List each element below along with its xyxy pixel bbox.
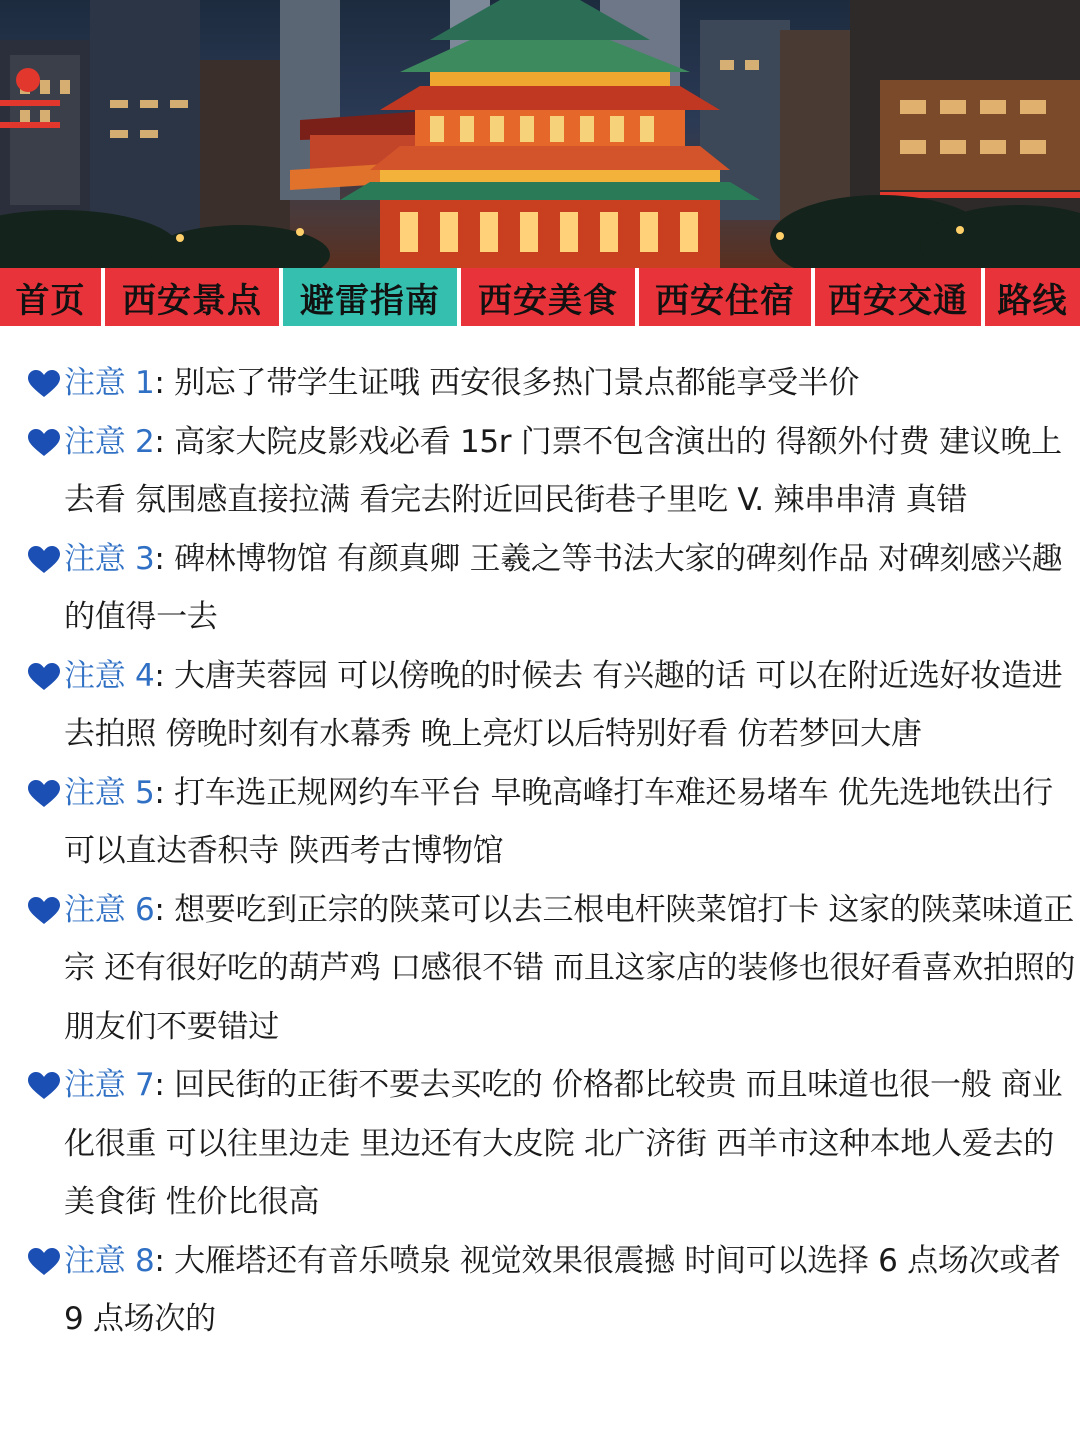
note-colon: : <box>154 774 175 811</box>
note-label: 注意 4 <box>64 657 155 694</box>
list-item <box>28 1056 1076 1232</box>
note-label: 注意 3 <box>64 540 155 577</box>
tab-label: 西安美食 <box>478 280 618 321</box>
note-colon: : <box>154 1067 175 1103</box>
tab-routes[interactable] <box>985 268 1080 326</box>
tab-xian-sights[interactable] <box>105 268 283 326</box>
heart-icon <box>28 370 60 398</box>
tab-xian-food[interactable] <box>461 268 639 326</box>
category-nav <box>0 268 1080 326</box>
heart-icon <box>28 546 60 574</box>
note-colon: : <box>154 365 175 401</box>
note-label: 注意 1 <box>64 365 155 401</box>
note-colon: : <box>154 423 175 460</box>
heart-icon <box>28 1248 60 1276</box>
tab-xian-transport[interactable] <box>815 268 985 326</box>
note-text: 高家大院皮影戏必看 15r 门票不包含演出的 得额外付费 建议晚上去看 氛围感直接拉满 看完去附近回民街巷子里吃 V. 辣串串清 真错 <box>64 423 1062 518</box>
bell-tower-illustration <box>0 0 1080 268</box>
hero-photo-bell-tower <box>0 0 1080 268</box>
note-text: 打车选正规网约车平台 早晚高峰打车难还易堵车 优先选地铁出行 可以直达香积寺 陕西考古博物馆 <box>64 774 1053 869</box>
tab-label: 西安景点 <box>122 280 262 321</box>
list-item <box>28 647 1076 764</box>
note-label: 注意 5 <box>64 774 155 811</box>
tab-label: 路线 <box>997 280 1068 321</box>
tips-list <box>28 354 1076 1349</box>
list-item <box>28 1232 1076 1349</box>
note-text: 大雁塔还有音乐喷泉 视觉效果很震撼 时间可以选择 6 点场次或者 9 点场次的 <box>64 1242 1061 1337</box>
note-label: 注意 7 <box>64 1067 155 1103</box>
list-item <box>28 530 1076 647</box>
note-label: 注意 8 <box>64 1242 155 1279</box>
list-item <box>28 881 1076 1057</box>
heart-icon <box>28 429 60 457</box>
tab-home[interactable] <box>0 268 105 326</box>
note-label: 注意 2 <box>64 423 155 460</box>
tab-pitfall-guide[interactable] <box>283 268 461 326</box>
list-item <box>28 354 1076 413</box>
note-colon: : <box>154 540 175 577</box>
tab-label: 首页 <box>15 280 86 321</box>
note-colon: : <box>154 657 175 694</box>
note-text: 别忘了带学生证哦 西安很多热门景点都能享受半价 <box>174 365 860 401</box>
note-text: 大唐芙蓉园 可以傍晚的时候去 有兴趣的话 可以在附近选好妆造进去拍照 傍晚时刻有水幕秀 晚上亮灯以后特别好看 仿若梦回大唐 <box>64 657 1063 752</box>
heart-icon <box>28 663 60 691</box>
note-label: 注意 6 <box>64 891 155 928</box>
list-item <box>28 413 1076 530</box>
note-colon: : <box>154 891 175 928</box>
tab-xian-lodging[interactable] <box>639 268 815 326</box>
heart-icon <box>28 1072 60 1100</box>
note-text: 碑林博物馆 有颜真卿 王羲之等书法大家的碑刻作品 对碑刻感兴趣的值得一去 <box>64 540 1063 635</box>
tab-label: 避雷指南 <box>300 280 440 321</box>
note-colon: : <box>154 1242 175 1279</box>
note-text: 回民街的正街不要去买吃的 价格都比较贵 而且味道也很一般 商业化很重 可以往里边走 里边还有大皮院 北广济街 西羊市这种本地人爱去的美食街 性价比很高 <box>64 1067 1063 1220</box>
note-text: 想要吃到正宗的陕菜可以去三根电杆陕菜馆打卡 这家的陕菜味道正宗 还有很好吃的葫芦鸡 口感很不错 而且这家店的装修也很好看喜欢拍照的朋友们不要错过 <box>64 891 1076 1045</box>
heart-icon <box>28 780 60 808</box>
heart-icon <box>28 897 60 925</box>
tab-label: 西安住宿 <box>655 280 795 321</box>
list-item <box>28 764 1076 881</box>
tab-label: 西安交通 <box>828 280 968 321</box>
